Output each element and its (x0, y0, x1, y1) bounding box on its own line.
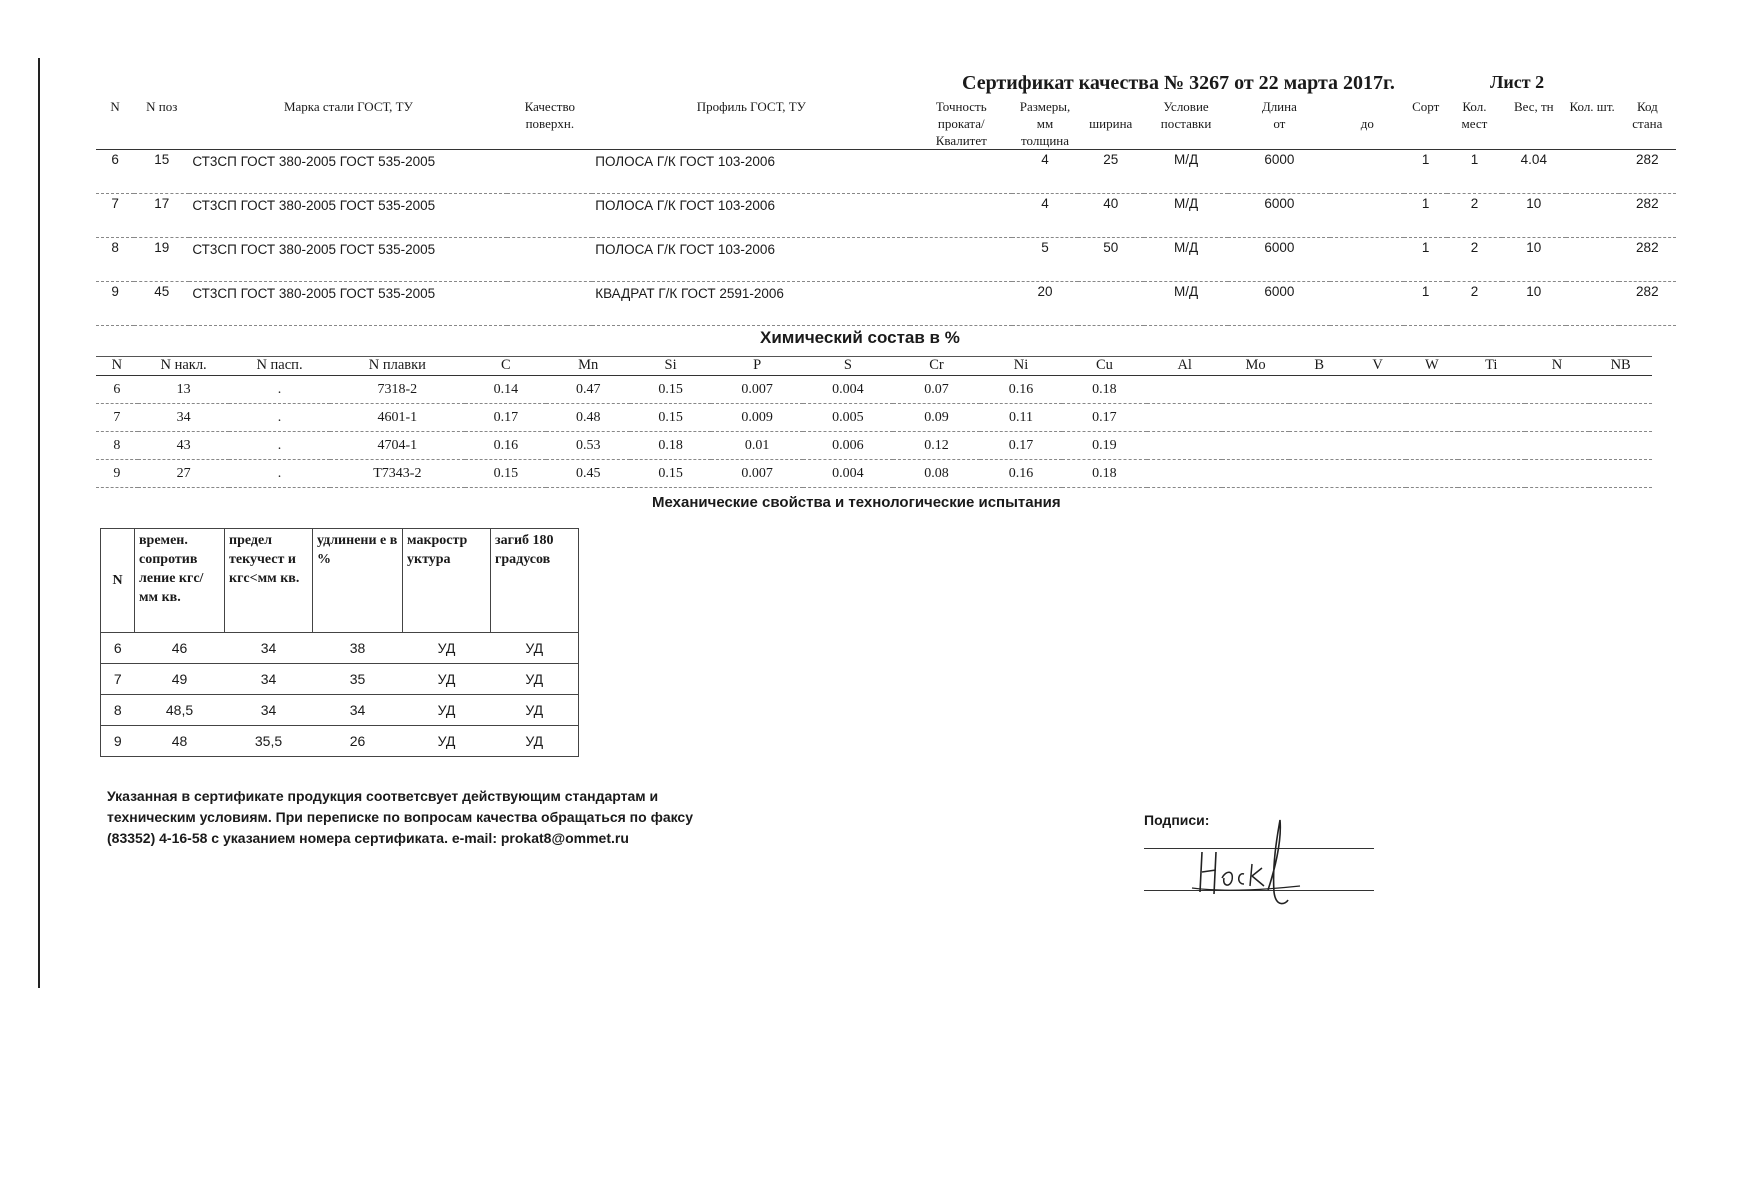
chem-cell-empty (1349, 432, 1405, 460)
chem-cell-empty (1222, 376, 1289, 404)
col-delivery: Условие поставки (1144, 98, 1229, 150)
cell-pos: 45 (134, 282, 189, 326)
cell-mill: 282 (1619, 282, 1676, 326)
chem-col-b: B (1289, 357, 1349, 376)
cell-places: 1 (1447, 150, 1502, 194)
mech-col-macro: макростр уктура (403, 529, 491, 633)
cell-length-from: 6000 (1228, 150, 1330, 194)
chem-col-passport: N пасп. (229, 357, 329, 376)
cell-profile: ПОЛОСА Г/К ГОСТ 103-2006 (592, 150, 910, 194)
col-sort: Сорт (1404, 98, 1446, 150)
footer-line-3: (83352) 4-16-58 с указанием номера сертификата. e-mail: prokat8@ommet.ru (107, 830, 629, 846)
cell-accuracy (910, 150, 1012, 194)
chemistry-row (96, 404, 1652, 432)
cell-width: 50 (1078, 238, 1144, 282)
chem-col-cr: Cr (893, 357, 981, 376)
mech-cell-elongation: 35 (313, 664, 403, 695)
footer-line-2: техническим условиям. При переписке по вопросам качества обращаться по факсу (107, 809, 693, 825)
cell-weight: 10 (1502, 238, 1566, 282)
chem-cell-c: 0.16 (465, 432, 546, 460)
cell-pieces (1566, 238, 1619, 282)
cell-mill: 282 (1619, 150, 1676, 194)
col-places: Кол. мест (1447, 98, 1502, 150)
handwritten-signature (1182, 812, 1322, 912)
product-row (96, 282, 1676, 326)
product-row (96, 150, 1676, 194)
chem-col-heat: N плавки (330, 357, 466, 376)
chem-cell-ni: 0.11 (980, 404, 1061, 432)
mech-cell-n: 9 (101, 726, 135, 757)
cell-pieces (1566, 150, 1619, 194)
chem-cell-mn: 0.45 (546, 460, 629, 488)
chem-cell-empty (1289, 432, 1349, 460)
sheet-number: Лист 2 (1490, 72, 1545, 92)
chem-cell-si: 0.18 (630, 432, 711, 460)
chem-cell-empty (1147, 432, 1222, 460)
chem-cell-empty (1222, 460, 1289, 488)
chem-cell-n: 8 (96, 432, 138, 460)
chem-cell-cu: 0.18 (1062, 460, 1148, 488)
col-weight: Вес, тн (1502, 98, 1566, 150)
chem-col-c: C (465, 357, 546, 376)
chemistry-row (96, 376, 1652, 404)
cell-weight: 10 (1502, 194, 1566, 238)
chem-cell-p: 0.007 (711, 376, 803, 404)
product-table (96, 98, 1676, 326)
chem-cell-cr: 0.09 (893, 404, 981, 432)
chem-cell-empty (1349, 376, 1405, 404)
mech-col-yield: предел текучест и кгс<мм кв. (225, 529, 313, 633)
cell-pos: 19 (134, 238, 189, 282)
chem-cell-s: 0.004 (803, 376, 893, 404)
cell-surface (507, 150, 592, 194)
chem-cell-empty (1525, 404, 1590, 432)
cell-grade: СТ3СП ГОСТ 380-2005 ГОСТ 535-2005 (189, 238, 507, 282)
chem-cell-si: 0.15 (630, 376, 711, 404)
chem-cell-passport: . (229, 376, 329, 404)
col-length-from (1228, 98, 1330, 150)
cell-thickness: 5 (1012, 238, 1078, 282)
cell-mill: 282 (1619, 238, 1676, 282)
chem-cell-empty (1525, 460, 1590, 488)
chem-cell-cu: 0.17 (1062, 404, 1148, 432)
chemistry-header (96, 357, 1652, 376)
cell-pos: 15 (134, 150, 189, 194)
chem-cell-mn: 0.47 (546, 376, 629, 404)
cell-places: 2 (1447, 194, 1502, 238)
chem-cell-empty (1406, 376, 1458, 404)
chem-cell-empty (1458, 404, 1525, 432)
mech-cell-macro: УД (403, 726, 491, 757)
cell-delivery: М/Д (1144, 194, 1229, 238)
col-surface: Качество поверхн. (507, 98, 592, 150)
chem-cell-cu: 0.19 (1062, 432, 1148, 460)
mech-cell-elongation: 34 (313, 695, 403, 726)
chem-cell-n: 6 (96, 376, 138, 404)
col-length-from-label: от (1273, 116, 1286, 131)
cell-width: 40 (1078, 194, 1144, 238)
mech-cell-tensile: 46 (135, 633, 225, 664)
mech-col-bend: загиб 180 градусов (491, 529, 579, 633)
chem-cell-si: 0.15 (630, 460, 711, 488)
cell-surface (507, 194, 592, 238)
product-table-header (96, 98, 1676, 150)
chemistry-row (96, 460, 1652, 488)
chem-col-n: N (96, 357, 138, 376)
col-grade: Марка стали ГОСТ, ТУ (189, 98, 507, 150)
mech-cell-bend: УД (491, 633, 579, 664)
chem-col-p: P (711, 357, 803, 376)
chem-col-s: S (803, 357, 893, 376)
col-length-label: Длина (1261, 99, 1297, 114)
cell-length-from: 6000 (1228, 238, 1330, 282)
chem-cell-p: 0.01 (711, 432, 803, 460)
col-sizes-label: Размеры, мм (1019, 99, 1071, 131)
chem-cell-s: 0.004 (803, 460, 893, 488)
cell-pos: 17 (134, 194, 189, 238)
chem-cell-empty (1147, 460, 1222, 488)
chem-cell-heat: 4704-1 (330, 432, 466, 460)
chem-col-nb: NB (1589, 357, 1652, 376)
chem-cell-ni: 0.16 (980, 460, 1061, 488)
mech-cell-n: 6 (101, 633, 135, 664)
mech-cell-elongation: 38 (313, 633, 403, 664)
cell-width: 25 (1078, 150, 1144, 194)
chem-cell-n: 7 (96, 404, 138, 432)
cell-n: 9 (96, 282, 134, 326)
chemistry-title: Химический состав в % (760, 328, 960, 347)
mech-cell-bend: УД (491, 695, 579, 726)
cell-length-to (1330, 194, 1404, 238)
cell-grade: СТ3СП ГОСТ 380-2005 ГОСТ 535-2005 (189, 282, 507, 326)
chem-cell-empty (1525, 376, 1590, 404)
mechanics-header (101, 529, 579, 633)
col-length-to (1330, 98, 1404, 150)
mech-cell-yield: 34 (225, 695, 313, 726)
cell-grade: СТ3СП ГОСТ 380-2005 ГОСТ 535-2005 (189, 150, 507, 194)
mechanics-row (101, 633, 579, 664)
col-width-label: ширина (1089, 116, 1133, 131)
chem-cell-ni: 0.17 (980, 432, 1061, 460)
cell-n: 6 (96, 150, 134, 194)
left-margin-line (38, 58, 40, 988)
col-width (1078, 98, 1144, 150)
cell-accuracy (910, 194, 1012, 238)
chem-cell-empty (1349, 460, 1405, 488)
chem-col-cu: Cu (1062, 357, 1148, 376)
chem-cell-s: 0.005 (803, 404, 893, 432)
chem-cell-c: 0.14 (465, 376, 546, 404)
chem-cell-c: 0.17 (465, 404, 546, 432)
footer-note (107, 786, 787, 849)
chem-col-mn: Mn (546, 357, 629, 376)
chem-cell-empty (1289, 460, 1349, 488)
chem-cell-empty (1406, 432, 1458, 460)
cell-places: 2 (1447, 238, 1502, 282)
cell-weight: 10 (1502, 282, 1566, 326)
chem-cell-invoice: 43 (138, 432, 230, 460)
cell-thickness: 4 (1012, 194, 1078, 238)
chem-cell-empty (1458, 432, 1525, 460)
mech-col-n: N (101, 529, 135, 633)
chem-cell-invoice: 27 (138, 460, 230, 488)
col-thickness (1012, 98, 1078, 150)
chem-cell-passport: . (229, 404, 329, 432)
cell-length-to (1330, 150, 1404, 194)
chem-col-w: W (1406, 357, 1458, 376)
chem-cell-n: 9 (96, 460, 138, 488)
cell-length-from: 6000 (1228, 194, 1330, 238)
chem-cell-cr: 0.07 (893, 376, 981, 404)
mech-cell-tensile: 48,5 (135, 695, 225, 726)
chem-cell-cr: 0.12 (893, 432, 981, 460)
cell-length-to (1330, 282, 1404, 326)
chem-col-mo: Mo (1222, 357, 1289, 376)
chem-cell-c: 0.15 (465, 460, 546, 488)
chem-cell-empty (1406, 404, 1458, 432)
cell-weight: 4.04 (1502, 150, 1566, 194)
chem-cell-passport: . (229, 432, 329, 460)
certificate-title: Сертификат качества № 3267 от 22 марта 2017г. (962, 72, 1395, 94)
chem-cell-heat: 7318-2 (330, 376, 466, 404)
chem-cell-empty (1589, 376, 1652, 404)
cell-grade: СТ3СП ГОСТ 380-2005 ГОСТ 535-2005 (189, 194, 507, 238)
cell-profile: ПОЛОСА Г/К ГОСТ 103-2006 (592, 194, 910, 238)
mech-col-elongation: удлинени е в % (313, 529, 403, 633)
cell-sort: 1 (1404, 282, 1446, 326)
chem-cell-empty (1525, 432, 1590, 460)
mech-cell-macro: УД (403, 695, 491, 726)
chem-cell-ni: 0.16 (980, 376, 1061, 404)
mech-cell-yield: 34 (225, 633, 313, 664)
mech-cell-n: 7 (101, 664, 135, 695)
chem-cell-empty (1589, 460, 1652, 488)
cell-accuracy (910, 282, 1012, 326)
chem-cell-empty (1458, 376, 1525, 404)
col-accuracy: Точность проката/ Квалитет (910, 98, 1012, 150)
chem-cell-invoice: 34 (138, 404, 230, 432)
col-thickness-label: толщина (1021, 133, 1070, 148)
chem-cell-si: 0.15 (630, 404, 711, 432)
chemistry-row (96, 432, 1652, 460)
cell-width (1078, 282, 1144, 326)
chem-col-invoice: N накл. (138, 357, 230, 376)
chem-cell-heat: Т7343-2 (330, 460, 466, 488)
cell-sort: 1 (1404, 194, 1446, 238)
cell-sort: 1 (1404, 150, 1446, 194)
chem-cell-heat: 4601-1 (330, 404, 466, 432)
chem-col-si: Si (630, 357, 711, 376)
chem-cell-invoice: 13 (138, 376, 230, 404)
chem-cell-p: 0.009 (711, 404, 803, 432)
chem-cell-empty (1222, 432, 1289, 460)
mech-cell-tensile: 49 (135, 664, 225, 695)
mech-cell-bend: УД (491, 664, 579, 695)
cell-accuracy (910, 238, 1012, 282)
col-profile: Профиль ГОСТ, ТУ (592, 98, 910, 150)
chem-cell-empty (1458, 460, 1525, 488)
mech-col-tensile: времен. сопротив ление кгс/мм кв. (135, 529, 225, 633)
cell-length-to (1330, 238, 1404, 282)
cell-thickness: 4 (1012, 150, 1078, 194)
cell-profile: КВАДРАТ Г/К ГОСТ 2591-2006 (592, 282, 910, 326)
mech-cell-elongation: 26 (313, 726, 403, 757)
signature-label: Подписи: (1144, 812, 1210, 828)
chem-cell-cr: 0.08 (893, 460, 981, 488)
chem-cell-empty (1589, 432, 1652, 460)
mechanics-row (101, 695, 579, 726)
chem-cell-empty (1289, 404, 1349, 432)
mechanics-row (101, 664, 579, 695)
chem-cell-passport: . (229, 460, 329, 488)
cell-delivery: М/Д (1144, 150, 1229, 194)
chem-cell-cu: 0.18 (1062, 376, 1148, 404)
cell-delivery: М/Д (1144, 238, 1229, 282)
cell-places: 2 (1447, 282, 1502, 326)
col-pieces: Кол. шт. (1566, 98, 1619, 150)
cell-profile: ПОЛОСА Г/К ГОСТ 103-2006 (592, 238, 910, 282)
chem-cell-p: 0.007 (711, 460, 803, 488)
cell-n: 7 (96, 194, 134, 238)
col-length-to-label: до (1360, 116, 1374, 131)
product-row (96, 194, 1676, 238)
chem-col-v: V (1349, 357, 1405, 376)
chemistry-table (96, 356, 1652, 488)
chem-col-ti: Ti (1458, 357, 1525, 376)
mechanics-title: Механические свойства и технологические испытания (652, 494, 1061, 511)
chem-cell-empty (1289, 376, 1349, 404)
chem-cell-empty (1406, 460, 1458, 488)
cell-pieces (1566, 194, 1619, 238)
product-row (96, 238, 1676, 282)
cell-sort: 1 (1404, 238, 1446, 282)
mechanics-row (101, 726, 579, 757)
cell-length-from: 6000 (1228, 282, 1330, 326)
chem-col-nitrogen: N (1525, 357, 1590, 376)
mech-cell-n: 8 (101, 695, 135, 726)
mech-cell-bend: УД (491, 726, 579, 757)
mech-cell-yield: 35,5 (225, 726, 313, 757)
mech-cell-yield: 34 (225, 664, 313, 695)
chem-cell-empty (1222, 404, 1289, 432)
chem-cell-mn: 0.48 (546, 404, 629, 432)
chem-col-al: Al (1147, 357, 1222, 376)
chem-cell-mn: 0.53 (546, 432, 629, 460)
cell-pieces (1566, 282, 1619, 326)
cell-mill: 282 (1619, 194, 1676, 238)
chem-cell-empty (1349, 404, 1405, 432)
mech-cell-tensile: 48 (135, 726, 225, 757)
cell-delivery: М/Д (1144, 282, 1229, 326)
chem-cell-empty (1147, 404, 1222, 432)
col-n: N (96, 98, 134, 150)
cell-surface (507, 282, 592, 326)
chem-col-ni: Ni (980, 357, 1061, 376)
mech-cell-macro: УД (403, 664, 491, 695)
footer-line-1: Указанная в сертификате продукция соответсвует действующим стандартам и (107, 788, 659, 804)
cell-thickness: 20 (1012, 282, 1078, 326)
col-mill: Код стана (1619, 98, 1676, 150)
mechanics-table (100, 528, 579, 757)
cell-n: 8 (96, 238, 134, 282)
col-pos: N поз (134, 98, 189, 150)
chem-cell-empty (1147, 376, 1222, 404)
chem-cell-empty (1589, 404, 1652, 432)
chem-cell-s: 0.006 (803, 432, 893, 460)
mech-cell-macro: УД (403, 633, 491, 664)
cell-surface (507, 238, 592, 282)
